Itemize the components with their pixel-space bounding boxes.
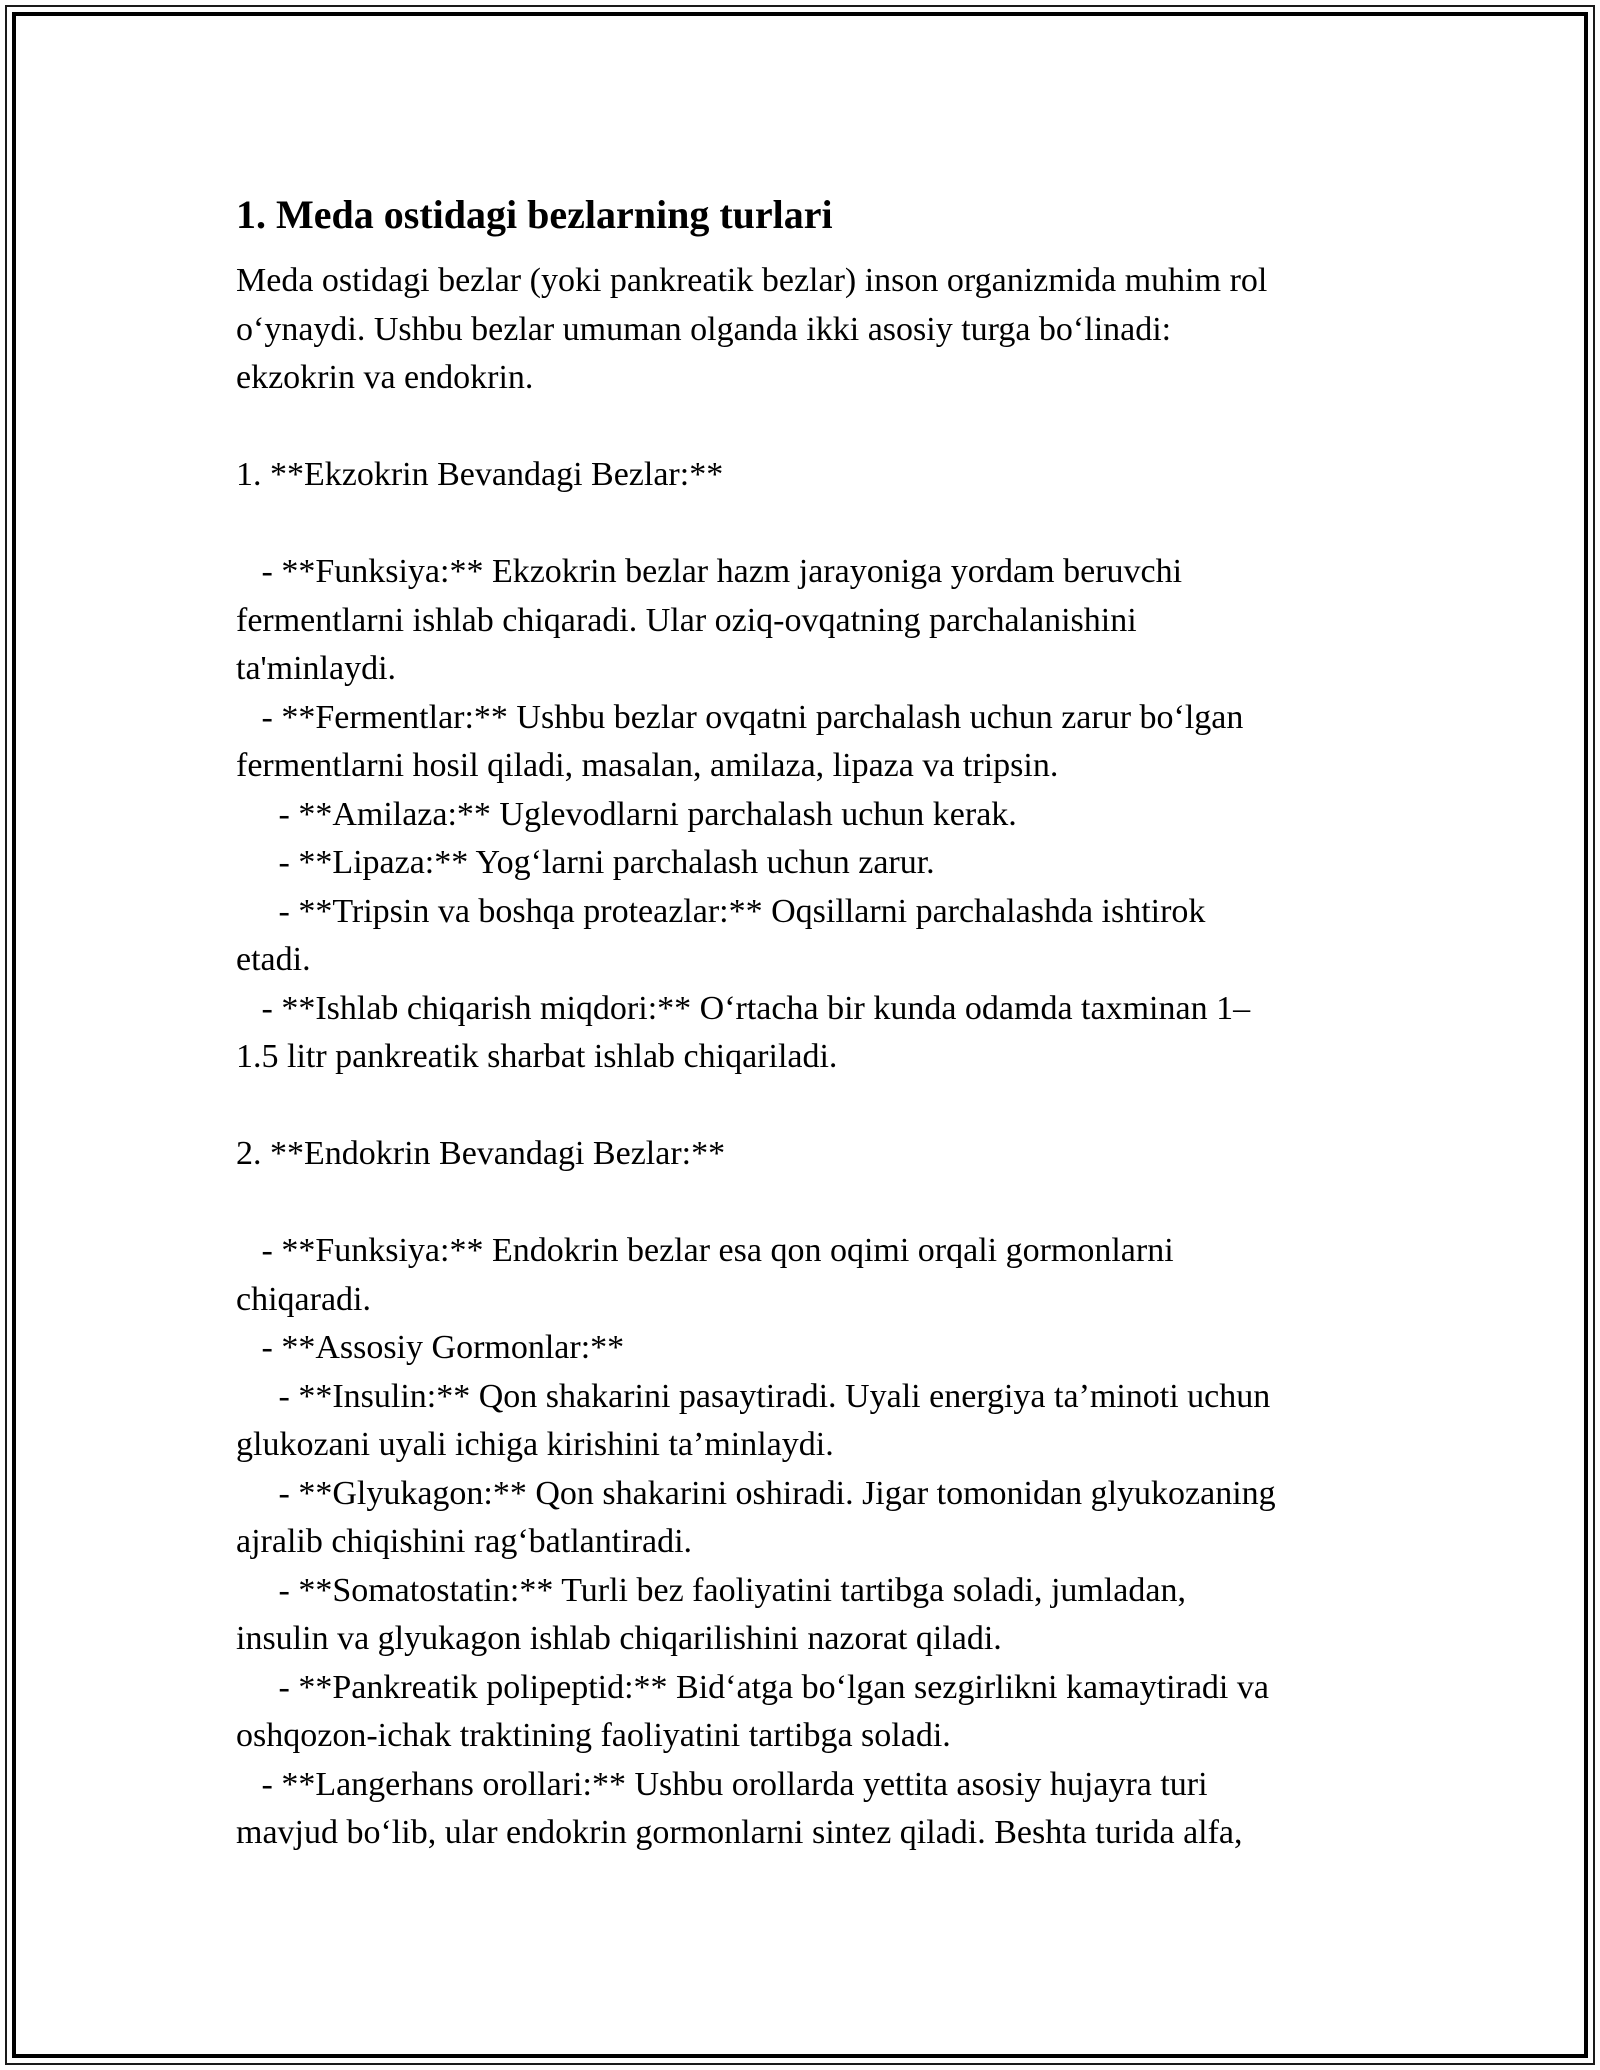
document-title: 1. Meda ostidagi bezlarning turlari: [236, 192, 833, 237]
document-body-text: Meda ostidagi bezlar (yoki pankreatik bezlar) inson organizmida muhim rol o‘ynaydi. Ushbu bezlar umuman olganda ikki asosiy turga bo‘linadi: ekzokrin va endokrin. 1. **Ekzokrin Bevandagi Bezlar:** - **Funksiya:** Ekzokrin bezlar hazm jarayoniga yordam beruvchi fermentlarni ishlab chiqaradi. Ular oziq-ovqatning parchalanishini ta'minlaydi. - **Fermentlar:** Ushbu bezlar ovqatni parchalash uchun zarur bo‘lgan fermentlarni hosil qiladi, masalan, amilaza, lipaza va tripsin. - **Amilaza:** Uglevodlarni parchalash uchun kerak. - **Lipaza:** Yog‘larni parchalash uchun zarur. - **Tripsin va boshqa proteazlar:** Oqsillarni parchalashda ishtirok etadi. - **Ishlab chiqarish miqdori:** O‘rtacha bir kunda odamda taxminan 1– 1.5 litr pankreatik sharbat ishlab chiqariladi. 2. **Endokrin Bevandagi Bezlar:** - **Funksiya:** Endokrin bezlar esa qon oqimi orqali gormonlarni chiqaradi. - **Assosiy Gormonlar:** - **Insulin:** Qon shakarini pasaytiradi. Uyali energiya ta’minoti uchun glukozani uyali ichiga kirishini ta’minlaydi. - **Glyukagon:** Qon shakarini oshiradi. Jigar tomonidan glyukozaning ajralib chiqishini rag‘batlantiradi. - **Somatostatin:** Turli bez faoliyatini tartibga soladi, jumladan, insulin va glyukagon ishlab chiqarilishini nazorat qiladi. - **Pankreatik polipeptid:** Bid‘atga bo‘lgan sezgirlikni kamaytiradi va oshqozon-ichak traktining faoliyatini tartibga soladi. - **Langerhans orollari:** Ushbu orollarda yettita asosiy hujayra turi mavjud bo‘lib, ular endokrin gormonlarni sintez qiladi. Beshta turida alfa,: [236, 262, 1276, 1851]
document-content: [236, 185, 1366, 1858]
